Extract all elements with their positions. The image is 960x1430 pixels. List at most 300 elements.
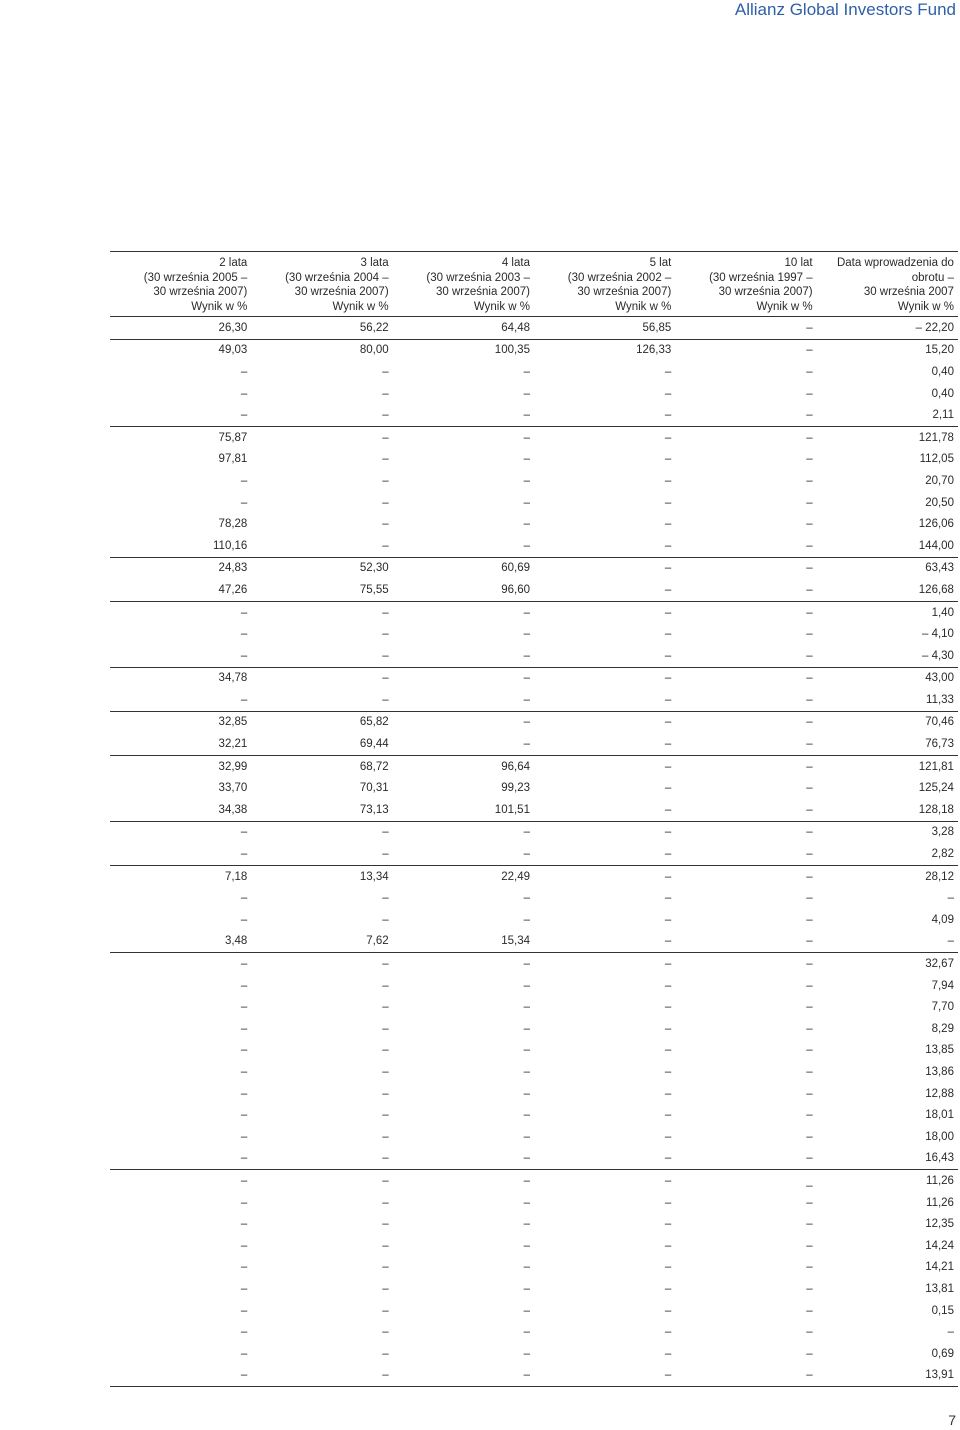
- table-cell: 14,21: [925, 1261, 954, 1274]
- table-cell: –: [382, 913, 389, 926]
- table-cell: –: [382, 672, 389, 685]
- table-cell: –: [806, 672, 813, 685]
- table-cell: 69,44: [359, 738, 389, 751]
- table-cell: 26,30: [218, 321, 248, 334]
- table-cell: –: [382, 892, 389, 905]
- table-row: [110, 843, 958, 865]
- table-cell: –: [523, 1282, 530, 1295]
- table-cell: –: [240, 365, 248, 378]
- table-cell: –: [806, 826, 813, 839]
- table-row: [110, 1343, 958, 1365]
- table-cell: –: [664, 1261, 672, 1274]
- table-cell: –: [240, 1369, 248, 1382]
- table-cell: –: [382, 365, 389, 378]
- table-row: [110, 1148, 958, 1170]
- table-cell: –: [806, 1044, 813, 1057]
- table-cell: – 4,10: [921, 628, 954, 641]
- table-cell: –: [523, 1001, 530, 1014]
- table-cell: –: [664, 1152, 672, 1165]
- table-cell: –: [523, 1369, 530, 1382]
- col-header-4-years: 4 lata (30 września 2003 – 30 września 2007) Wynik w %: [426, 257, 530, 313]
- table-cell: 68,72: [359, 760, 389, 773]
- table-cell: 20,70: [925, 474, 954, 487]
- table-cell: –: [240, 1326, 248, 1339]
- table-cell: –: [523, 1087, 530, 1100]
- table-row: [110, 733, 958, 755]
- table-cell: –: [806, 958, 813, 971]
- table-cell: –: [382, 1174, 389, 1187]
- table-cell: –: [523, 913, 530, 926]
- table-cell: –: [664, 649, 672, 662]
- page-number: 7: [948, 1412, 956, 1428]
- col-header-10-years: 10 lat (30 września 1997 – 30 września 2007) Wynik w %: [709, 257, 813, 313]
- table-cell: –: [664, 387, 672, 400]
- table-cell: –: [240, 1239, 248, 1252]
- table-cell: –: [382, 1304, 389, 1317]
- table-row: [110, 470, 958, 492]
- table-cell: 32,85: [218, 716, 248, 729]
- table-row: [110, 821, 958, 844]
- table-cell: –: [806, 1282, 813, 1295]
- table-cell: –: [523, 738, 530, 751]
- table-cell: –: [947, 935, 954, 948]
- table-row: [110, 1213, 958, 1235]
- table-cell: 47,26: [218, 583, 248, 596]
- table-cell: –: [806, 782, 813, 795]
- table-cell: 78,28: [218, 518, 248, 531]
- table-row: [110, 317, 958, 339]
- table-cell: –: [806, 518, 813, 531]
- table-row: [110, 449, 958, 471]
- table-cell: 13,91: [925, 1369, 954, 1382]
- table-cell: –: [523, 826, 530, 839]
- col-header-2-years: 2 lata (30 września 2005 – 30 września 2007) Wynik w %: [143, 257, 248, 313]
- table-row: [110, 645, 958, 667]
- table-cell: –: [806, 606, 813, 619]
- table-cell: –: [240, 1087, 248, 1100]
- table-cell: –: [523, 1218, 530, 1231]
- table-cell: 20,50: [925, 496, 954, 509]
- table-cell: –: [664, 958, 672, 971]
- table-row: [110, 513, 958, 535]
- table-cell: –: [382, 1022, 389, 1035]
- table-cell: –: [806, 1261, 813, 1274]
- table-cell: –: [664, 606, 672, 619]
- table-cell: 15,34: [501, 935, 530, 948]
- table-cell: –: [382, 1239, 389, 1252]
- table-cell: –: [523, 1130, 530, 1143]
- table-cell: –: [806, 649, 813, 662]
- table-cell: –: [664, 518, 672, 531]
- table-cell: –: [806, 1239, 813, 1252]
- table-cell: –: [806, 409, 813, 422]
- table-cell: 52,30: [359, 562, 389, 575]
- table-cell: 101,51: [494, 803, 530, 816]
- table-cell: – 22,20: [915, 321, 954, 334]
- table-cell: 65,82: [359, 716, 389, 729]
- table-cell: –: [664, 496, 672, 509]
- col-header-5-years: 5 lat (30 września 2002 – 30 września 2007) Wynik w %: [567, 257, 672, 313]
- table-cell: 7,62: [366, 935, 389, 948]
- table-cell: 32,99: [218, 760, 248, 773]
- table-cell: –: [806, 1347, 813, 1360]
- table-cell: 70,31: [359, 782, 389, 795]
- table-cell: 56,85: [642, 321, 672, 334]
- table-cell: –: [523, 1326, 530, 1339]
- table-cell: –: [382, 496, 389, 509]
- table-cell: 73,13: [359, 803, 389, 816]
- table-cell: –: [806, 693, 813, 706]
- table-cell: –: [382, 474, 389, 487]
- table-cell: 2,11: [932, 409, 954, 422]
- table-cell: –: [664, 1174, 672, 1187]
- table-cell: –: [806, 848, 813, 861]
- table-cell: –: [806, 1109, 813, 1122]
- table-cell: –: [382, 1087, 389, 1100]
- table-row: [110, 952, 958, 975]
- table-cell: –: [382, 958, 389, 971]
- table-cell: –: [382, 1130, 389, 1143]
- table-cell: –: [806, 474, 813, 487]
- table-cell: –: [240, 693, 248, 706]
- table-cell: –: [806, 628, 813, 641]
- table-row: [110, 689, 958, 711]
- table-cell: 63,43: [925, 562, 954, 575]
- table-cell: –: [664, 583, 672, 596]
- table-cell: 144,00: [918, 539, 954, 552]
- table-cell: –: [240, 649, 248, 662]
- table-cell: –: [240, 1196, 248, 1209]
- table-row: [110, 426, 958, 449]
- table-row: [110, 975, 958, 997]
- table-row: [110, 1365, 958, 1388]
- table-cell: –: [664, 693, 672, 706]
- table-cell: –: [664, 1087, 672, 1100]
- table-cell: 8,29: [931, 1022, 954, 1035]
- table-row: [110, 996, 958, 1018]
- table-cell: –: [664, 1022, 672, 1035]
- table-cell: –: [240, 387, 248, 400]
- table-cell: –: [523, 1065, 530, 1078]
- table-cell: –: [523, 1239, 530, 1252]
- table-cell: –: [382, 1152, 389, 1165]
- table-cell: –: [947, 892, 954, 905]
- table-cell: 3,28: [931, 826, 954, 839]
- table-cell: 7,94: [931, 979, 954, 992]
- table-cell: –: [523, 365, 530, 378]
- table-cell: –: [382, 453, 389, 466]
- table-row: [110, 887, 958, 909]
- table-row: [110, 1061, 958, 1083]
- table-cell: –: [806, 738, 813, 751]
- table-cell: 12,35: [925, 1218, 954, 1231]
- table-cell: –: [240, 1001, 248, 1014]
- table-cell: –: [664, 1109, 672, 1122]
- table-cell: –: [523, 979, 530, 992]
- table-cell: 18,00: [925, 1130, 954, 1143]
- table-cell: –: [947, 1326, 954, 1339]
- table-cell: –: [806, 935, 813, 948]
- table-cell: –: [382, 1044, 389, 1057]
- table-cell: –: [523, 1347, 530, 1360]
- table-cell: –: [806, 562, 813, 575]
- table-cell: –: [523, 1196, 530, 1209]
- table-cell: –: [664, 803, 672, 816]
- table-cell: 7,70: [931, 1001, 954, 1014]
- table-cell: –: [664, 1196, 672, 1209]
- table-cell: 0,15: [931, 1304, 954, 1317]
- table-cell: –: [806, 1087, 813, 1100]
- table-cell: –: [806, 1196, 813, 1209]
- table-row: [110, 1040, 958, 1062]
- table-cell: –: [664, 1239, 672, 1252]
- table-cell: –: [664, 453, 672, 466]
- table-row: [110, 1126, 958, 1148]
- table-cell: –: [523, 1304, 530, 1317]
- col-header-3-years: 3 lata (30 września 2004 – 30 września 2007) Wynik w %: [285, 257, 389, 313]
- table-cell: –: [523, 606, 530, 619]
- table-cell: –: [806, 803, 813, 816]
- table-cell: 121,78: [918, 431, 954, 444]
- table-cell: 11,26: [926, 1196, 954, 1209]
- table-cell: 110,16: [213, 539, 248, 552]
- table-cell: –: [664, 562, 672, 575]
- table-cell: –: [806, 344, 813, 357]
- table-row: [110, 1235, 958, 1257]
- table-cell: –: [240, 826, 248, 839]
- table-cell: 0,69: [931, 1347, 954, 1360]
- table-row: [110, 1192, 958, 1214]
- table-cell: –: [523, 518, 530, 531]
- table-cell: –: [240, 979, 248, 992]
- table-cell: 3,48: [224, 935, 248, 948]
- table-cell: –: [664, 672, 672, 685]
- table-cell: 15,20: [925, 344, 954, 357]
- table-cell: –: [664, 1044, 672, 1057]
- table-cell: –: [382, 628, 389, 641]
- table-cell: –: [806, 453, 813, 466]
- table-cell: –: [240, 474, 248, 487]
- table-cell: –: [240, 606, 248, 619]
- table-cell: –: [806, 539, 813, 552]
- table-cell: 13,85: [925, 1044, 954, 1057]
- table-cell: –: [523, 628, 530, 641]
- table-cell: 64,48: [501, 321, 530, 334]
- table-cell: 97,81: [218, 453, 248, 466]
- table-cell: –: [664, 826, 672, 839]
- table-cell: 125,24: [918, 782, 954, 795]
- table-cell: 32,67: [925, 958, 954, 971]
- table-cell: –: [382, 1347, 389, 1360]
- table-cell: –: [382, 409, 389, 422]
- table-cell: –: [806, 1326, 813, 1339]
- table-row: [110, 1169, 958, 1192]
- table-row: [110, 339, 958, 362]
- table-cell: –: [240, 1022, 248, 1035]
- table-cell: –: [240, 1109, 248, 1122]
- table-cell: –: [382, 1001, 389, 1014]
- table-cell: –: [664, 1282, 672, 1295]
- table-row: [110, 579, 958, 601]
- table-cell: –: [806, 1304, 813, 1317]
- table-cell: –: [523, 672, 530, 685]
- table-cell: –: [806, 365, 813, 378]
- table-cell: –: [806, 1218, 813, 1231]
- table-cell: –: [240, 496, 248, 509]
- table-cell: –: [664, 1347, 672, 1360]
- table-cell: 32,21: [218, 738, 248, 751]
- table-cell: –: [664, 870, 672, 883]
- table-cell: –: [382, 1218, 389, 1231]
- table-cell: 22,49: [501, 870, 530, 883]
- table-cell: –: [664, 1326, 672, 1339]
- table-cell: –: [523, 453, 530, 466]
- table-cell: –: [240, 1130, 248, 1143]
- table-cell: –: [523, 431, 530, 444]
- table-cell: –: [382, 1261, 389, 1274]
- table-cell: _: [806, 1174, 813, 1187]
- table-cell: –: [240, 1065, 248, 1078]
- table-cell: –: [523, 409, 530, 422]
- table-cell: 13,86: [925, 1065, 954, 1078]
- table-cell: –: [523, 848, 530, 861]
- table-cell: –: [240, 1174, 248, 1187]
- table-row: [110, 492, 958, 514]
- table-cell: –: [664, 935, 672, 948]
- table-row: [110, 557, 958, 580]
- table-cell: 0,40: [931, 387, 954, 400]
- table-cell: –: [664, 1065, 672, 1078]
- table-cell: –: [664, 628, 672, 641]
- table-cell: 126,68: [918, 583, 954, 596]
- table-row: [110, 667, 958, 690]
- table-cell: –: [523, 539, 530, 552]
- table-cell: 12,88: [925, 1087, 954, 1100]
- table-cell: –: [382, 539, 389, 552]
- table-cell: –: [523, 693, 530, 706]
- table-row: [110, 909, 958, 931]
- table-cell: –: [523, 716, 530, 729]
- table-cell: 11,33: [926, 693, 954, 706]
- table-cell: –: [523, 1174, 530, 1187]
- table-row: [110, 777, 958, 799]
- table-cell: –: [523, 1022, 530, 1035]
- table-cell: –: [664, 716, 672, 729]
- brand-title: Allianz Global Investors Fund: [734, 0, 956, 19]
- table-cell: 43,00: [925, 672, 954, 685]
- table-cell: 99,23: [501, 782, 530, 795]
- table-cell: –: [382, 606, 389, 619]
- table-cell: 13,81: [925, 1282, 954, 1295]
- table-row: [110, 601, 958, 624]
- table-cell: 80,00: [359, 344, 389, 357]
- table-cell: –: [523, 1044, 530, 1057]
- table-cell: 70,46: [925, 716, 954, 729]
- table-row: [110, 1278, 958, 1300]
- table-cell: –: [806, 760, 813, 773]
- table-body: [110, 317, 958, 1387]
- table-cell: –: [382, 1282, 389, 1295]
- table-cell: 1,40: [931, 606, 954, 619]
- table-cell: –: [806, 1065, 813, 1078]
- table-cell: –: [240, 958, 248, 971]
- table-cell: –: [240, 1347, 248, 1360]
- table-cell: –: [664, 782, 672, 795]
- table-cell: –: [806, 1369, 813, 1382]
- table-cell: –: [664, 431, 672, 444]
- table-cell: –: [664, 1218, 672, 1231]
- table-cell: –: [806, 716, 813, 729]
- table-cell: –: [664, 892, 672, 905]
- table-cell: –: [806, 496, 813, 509]
- table-cell: –: [240, 892, 248, 905]
- table-cell: –: [382, 1326, 389, 1339]
- table-cell: –: [523, 387, 530, 400]
- table-cell: 24,83: [218, 562, 248, 575]
- table-cell: –: [806, 583, 813, 596]
- table-cell: 76,73: [925, 738, 954, 751]
- table-row: [110, 1018, 958, 1040]
- table-cell: –: [523, 958, 530, 971]
- table-row: [110, 535, 958, 557]
- table-row: [110, 1257, 958, 1279]
- table-cell: –: [523, 1109, 530, 1122]
- table-cell: 126,06: [918, 518, 954, 531]
- table-cell: 112,05: [919, 453, 954, 466]
- table-cell: –: [240, 1282, 248, 1295]
- table-cell: 126,33: [636, 344, 672, 357]
- table-cell: 16,43: [925, 1152, 954, 1165]
- table-cell: –: [240, 1304, 248, 1317]
- table-cell: –: [240, 1261, 248, 1274]
- table-cell: –: [664, 760, 672, 773]
- table-row: [110, 755, 958, 778]
- table-cell: 56,22: [359, 321, 389, 334]
- table-cell: 128,18: [918, 803, 954, 816]
- table-cell: –: [240, 848, 248, 861]
- table-cell: –: [806, 979, 813, 992]
- table-cell: –: [382, 518, 389, 531]
- table-cell: –: [664, 539, 672, 552]
- table-cell: 11,26: [926, 1174, 954, 1187]
- table-cell: –: [664, 738, 672, 751]
- table-cell: 96,64: [501, 760, 530, 773]
- table-cell: –: [664, 409, 672, 422]
- table-cell: –: [382, 1196, 389, 1209]
- table-cell: –: [664, 848, 672, 861]
- table-cell: –: [806, 892, 813, 905]
- table-cell: 60,69: [501, 562, 530, 575]
- table-cell: 96,60: [501, 583, 530, 596]
- table-cell: –: [382, 431, 389, 444]
- table-row: [110, 931, 958, 953]
- table-cell: 14,24: [925, 1239, 954, 1252]
- table-cell: –: [806, 913, 813, 926]
- table-cell: –: [382, 848, 389, 861]
- table-cell: –: [382, 979, 389, 992]
- table-cell: 28,12: [925, 870, 954, 883]
- table-cell: –: [806, 321, 813, 334]
- table-cell: – 4,30: [921, 649, 954, 662]
- table-cell: –: [523, 474, 530, 487]
- table-cell: –: [240, 409, 248, 422]
- table-cell: –: [382, 693, 389, 706]
- table-cell: –: [806, 387, 813, 400]
- table-cell: 34,78: [218, 672, 248, 685]
- table-row: [110, 799, 958, 821]
- table-cell: –: [806, 870, 813, 883]
- table-cell: –: [523, 496, 530, 509]
